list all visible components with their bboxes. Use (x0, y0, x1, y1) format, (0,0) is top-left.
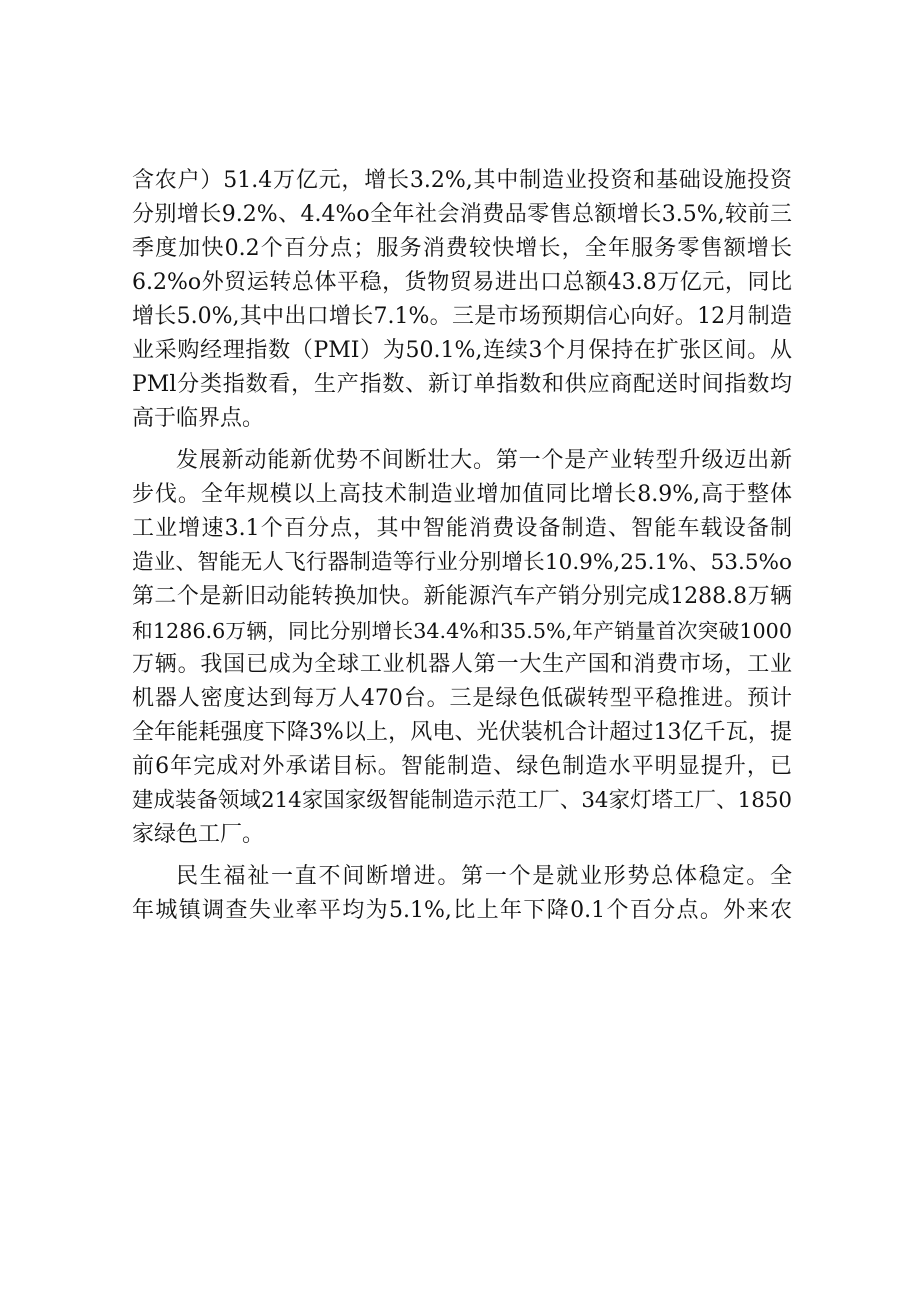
text-line: 第二个是新旧动能转换加快。新能源汽车产销分别完成1288.8万辆 (132, 584, 792, 609)
text-line: 民生福祉一直不间断增进。第一个是就业形势总体稳定。全 (176, 864, 792, 889)
text-line: 万辆。我国已成为全球工业机器人第一大生产国和消费市场，工业 (132, 652, 792, 677)
text-line: 前6年完成对外承诺目标。智能制造、绿色制造水平明显提升，已 (132, 754, 792, 779)
text-line: 发展新动能新优势不间断壮大。第一个是产业转型升级迈出新 (176, 448, 792, 473)
text-line: 高于临界点。 (132, 406, 265, 431)
text-line: PMl分类指数看，生产指数、新订单指数和供应商配送时间指数均 (132, 372, 792, 397)
text-line: 年城镇调查失业率平均为5.1%,比上年下降0.1个百分点。外来农 (132, 898, 792, 923)
text-line: 全年能耗强度下降3%以上，风电、光伏装机合计超过13亿千瓦，提 (132, 720, 792, 745)
text-line: 含农户）51.4万亿元，增长3.2%,其中制造业投资和基础设施投资 (132, 168, 792, 193)
text-line: 建成装备领域214家国家级智能制造示范工厂、34家灯塔工厂、1850 (132, 788, 792, 813)
text-line: 家绿色工厂。 (132, 822, 265, 847)
paragraph-livelihood (132, 860, 792, 928)
text-line: 造业、智能无人飞行器制造等行业分别增长10.9%,25.1%、53.5%o (132, 550, 792, 575)
text-line: 分别增长9.2%、4.4%o全年社会消费品零售总额增长3.5%,较前三 (132, 202, 792, 227)
text-line: 机器人密度达到每万人470台。三是绿色低碳转型平稳推进。预计 (132, 686, 792, 711)
paragraph-new-momentum (132, 444, 792, 852)
paragraph-economy (132, 164, 792, 436)
text-line: 工业增速3.1个百分点，其中智能消费设备制造、智能车载设备制 (132, 516, 792, 541)
text-line: 和1286.6万辆，同比分别增长34.4%和35.5%,年产销量首次突破1000 (132, 619, 792, 643)
text-line: 业采购经理指数（PMI）为50.1%,连续3个月保持在扩张区间。从 (132, 338, 792, 363)
body-text (132, 164, 792, 928)
text-line: 步伐。全年规模以上高技术制造业增加值同比增长8.9%,高于整体 (132, 482, 792, 507)
text-line: 6.2%o外贸运转总体平稳，货物贸易进出口总额43.8万亿元，同比 (132, 270, 792, 295)
text-line: 季度加快0.2个百分点；服务消费较快增长，全年服务零售额增长 (132, 236, 792, 261)
text-line: 增长5.0%,其中出口增长7.1%。三是市场预期信心向好。12月制造 (132, 304, 792, 329)
